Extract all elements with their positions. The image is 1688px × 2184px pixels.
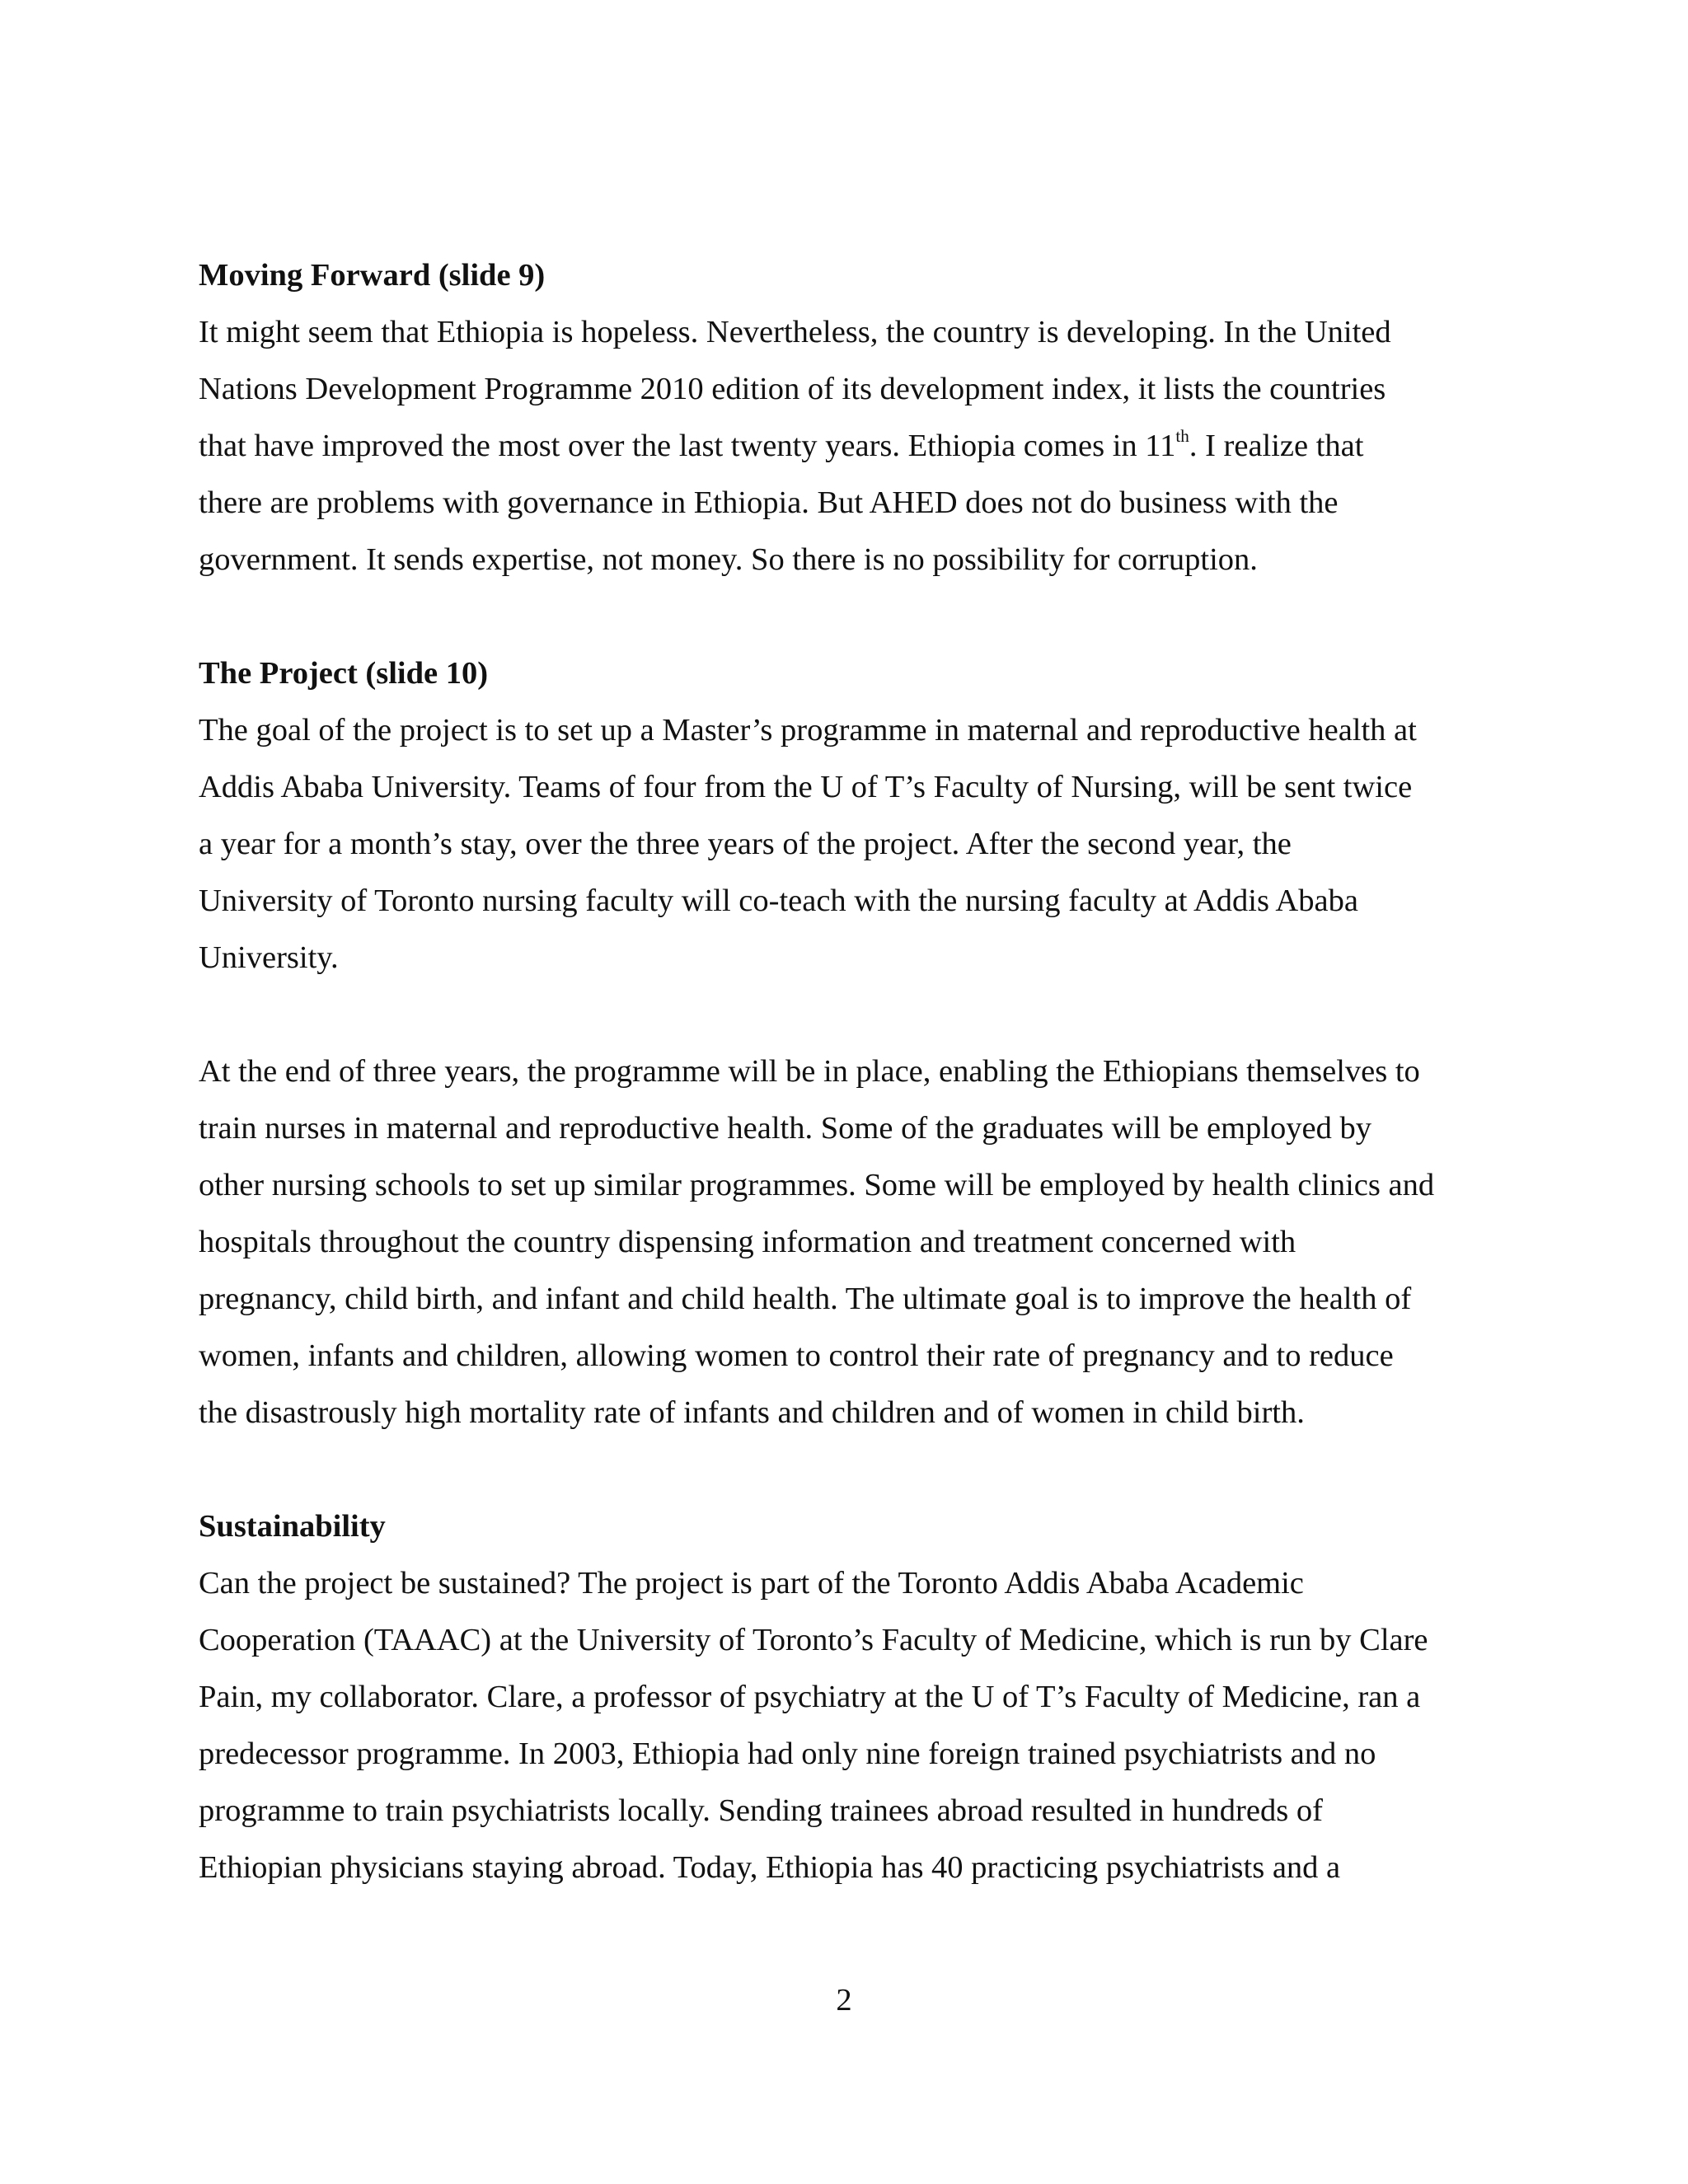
text-line: train nurses in maternal and reproductive health. Some of the graduates will be employed by [199,1111,1372,1146]
text-line: At the end of three years, the programme will be in place, enabling the Ethiopians themselves to [199,1054,1420,1089]
text-line: programme to train psychiatrists locally. Sending trainees abroad resulted in hundreds of [199,1793,1323,1828]
text-line: Addis Ababa University. Teams of four from the U of T’s Faculty of Nursing, will be sent twice [199,770,1413,804]
text-line: Pain, my collaborator. Clare, a professor of psychiatry at the U of T’s Faculty of Medicine, ran a [199,1680,1421,1714]
section-sustainability [199,1498,1493,1896]
text-line: government. It sends expertise, not money. So there is no possibility for corruption. [199,542,1258,577]
text-line-with-superscript [199,418,1493,475]
section-heading: Moving Forward (slide 9) [199,258,546,293]
text-line: Nations Development Programme 2010 edition of its development index, it lists the countries [199,372,1386,406]
ordinal-superscript: th [1175,426,1189,446]
text-line: It might seem that Ethiopia is hopeless. Nevertheless, the country is developing. In the United [199,315,1391,349]
text-line: other nursing schools to set up similar programmes. Some will be employed by health clinics and [199,1168,1435,1202]
text-line: The goal of the project is to set up a Master’s programme in maternal and reproductive health at [199,713,1417,748]
section-heading: Sustainability [199,1509,386,1544]
text-line: there are problems with governance in Ethiopia. But AHED does not do business with the [199,485,1339,520]
text-line: University. [199,940,339,975]
text-line-tail: . I realize that [1189,429,1364,463]
text-line: the disastrously high mortality rate of infants and children and of women in child birth. [199,1395,1305,1430]
section-the-project [199,645,1493,1441]
paragraph-gap [199,1441,1493,1498]
text-line: Can the project be sustained? The project is part of the Toronto Addis Ababa Academic [199,1566,1304,1601]
document-body [199,247,1493,1896]
text-line: Cooperation (TAAAC) at the University of Toronto’s Faculty of Medicine, which is run by Clare [199,1623,1428,1657]
text-line: Ethiopian physicians staying abroad. Today, Ethiopia has 40 practicing psychiatrists and a [199,1850,1341,1885]
text-line: women, infants and children, allowing women to control their rate of pregnancy and to reduce [199,1338,1394,1373]
section-heading: The Project (slide 10) [199,656,489,691]
text-line: pregnancy, child birth, and infant and child health. The ultimate goal is to improve the health of [199,1282,1412,1316]
text-line: a year for a month’s stay, over the three years of the project. After the second year, the [199,827,1292,861]
text-line: predecessor programme. In 2003, Ethiopia had only nine foreign trained psychiatrists and no [199,1736,1376,1771]
page-number: 2 [836,1983,852,2018]
section-moving-forward [199,247,1493,588]
text-line-head: that have improved the most over the last twenty years. Ethiopia comes in 11 [199,429,1176,463]
paragraph-gap [199,987,1493,1043]
text-line: hospitals throughout the country dispensing information and treatment concerned with [199,1225,1296,1259]
paragraph-gap [199,588,1493,645]
text-line: University of Toronto nursing faculty will co-teach with the nursing faculty at Addis Ababa [199,883,1358,918]
